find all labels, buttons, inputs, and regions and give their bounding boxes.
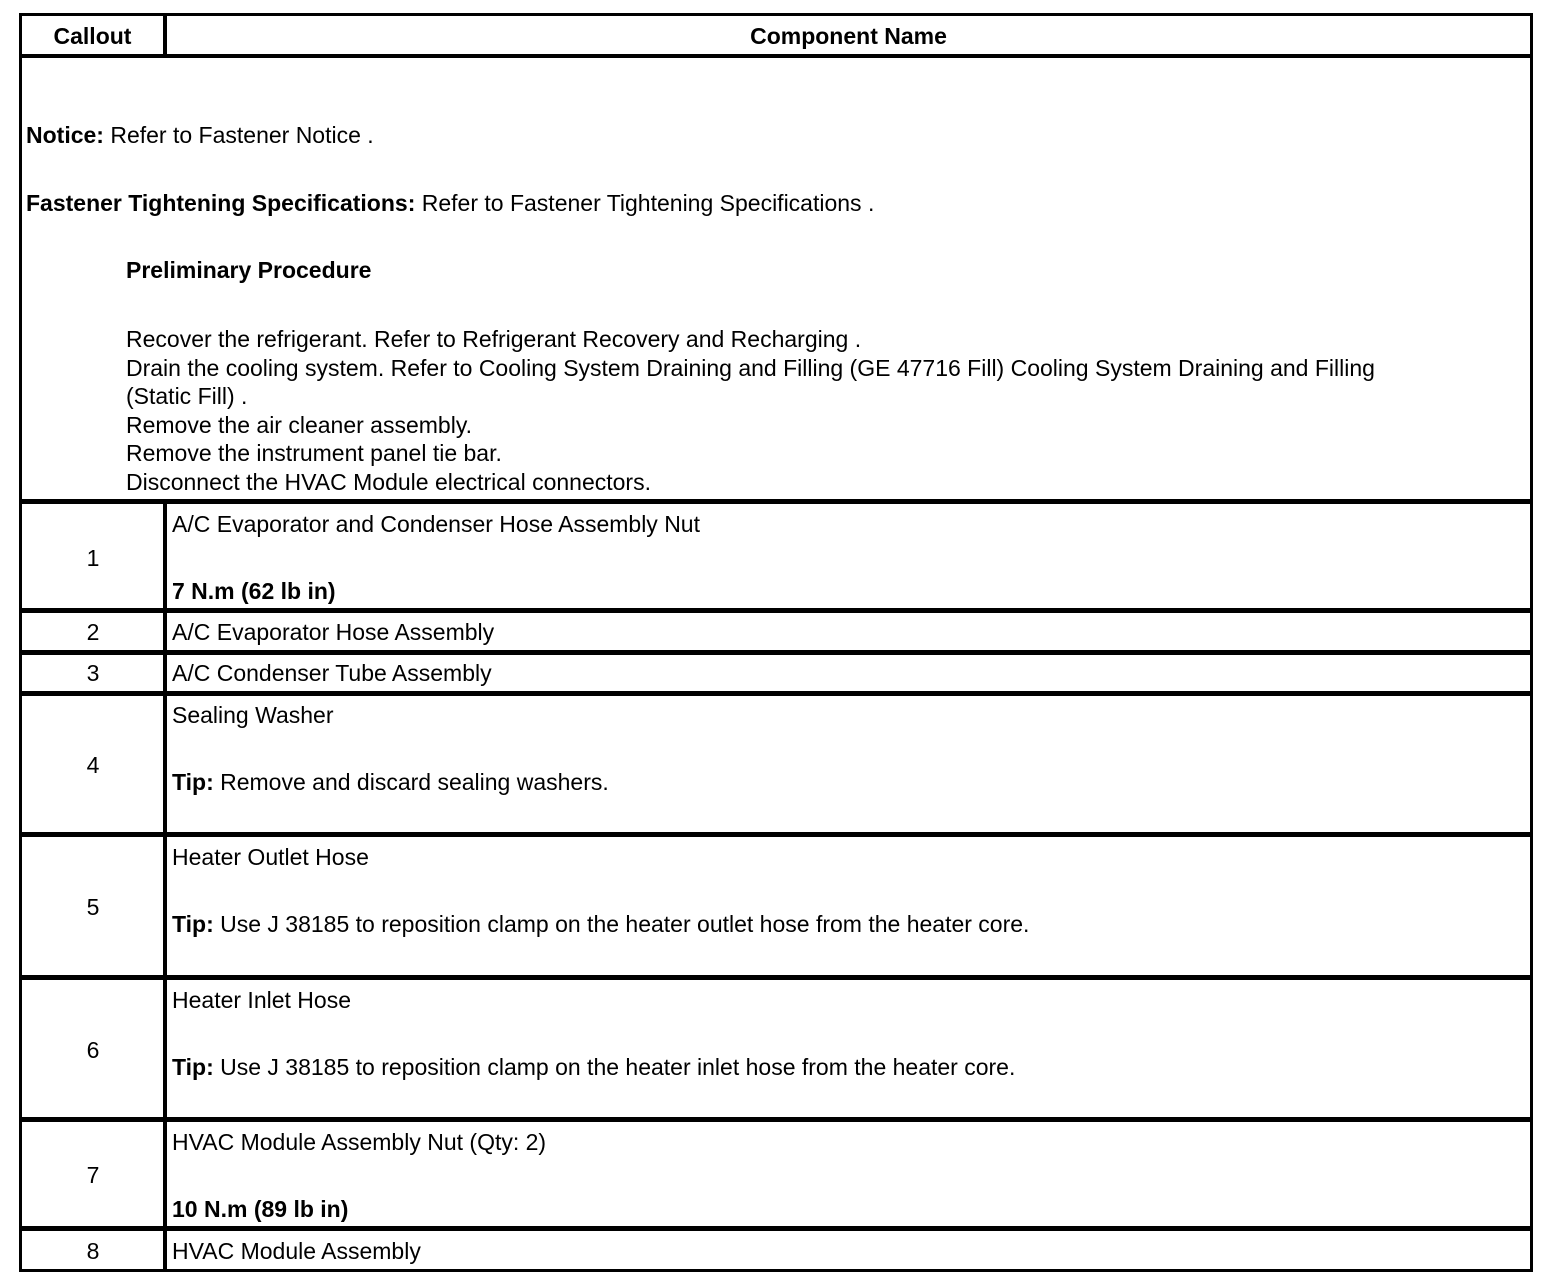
callout-number: 4 xyxy=(86,752,100,778)
notice-label: Notice: xyxy=(26,122,104,148)
procedure-step: Recover the refrigerant. Refer to Refrigerant Recovery and Recharging . xyxy=(126,326,862,352)
component-name: Heater Inlet Hose xyxy=(172,987,351,1013)
spec-line xyxy=(26,192,874,215)
component-name: A/C Evaporator Hose Assembly xyxy=(172,619,495,645)
row-separator xyxy=(19,832,1533,837)
procedure-step: Drain the cooling system. Refer to Cooling System Draining and Filling (GE 47716 Fill) Cooling System Draining and Filling xyxy=(126,355,1375,381)
callout-number: 2 xyxy=(86,619,100,645)
body-column-divider xyxy=(163,502,167,1272)
border-top xyxy=(19,13,1533,16)
preliminary-heading: Preliminary Procedure xyxy=(126,257,372,283)
procedure-step: Remove the air cleaner assembly. xyxy=(126,412,472,438)
callout-number: 5 xyxy=(86,894,100,920)
tip-line xyxy=(172,1056,1015,1079)
callout-number: 6 xyxy=(86,1037,100,1063)
component-name: A/C Condenser Tube Assembly xyxy=(172,660,492,686)
tip-line xyxy=(172,913,1029,936)
header-separator xyxy=(19,54,1533,58)
border-bottom xyxy=(19,1269,1533,1272)
torque-spec: 10 N.m (89 lb in) xyxy=(172,1196,349,1222)
header-callout: Callout xyxy=(53,23,132,49)
tip-text: Remove and discard sealing washers. xyxy=(213,769,609,795)
component-name: HVAC Module Assembly xyxy=(172,1238,421,1264)
component-name: Sealing Washer xyxy=(172,702,334,728)
notice-line xyxy=(26,124,374,147)
row-separator xyxy=(19,1226,1533,1231)
component-name: A/C Evaporator and Condenser Hose Assembly Nut xyxy=(172,511,700,537)
spec-text: Refer to Fastener Tightening Specifications . xyxy=(415,190,875,216)
row-separator xyxy=(19,650,1533,655)
border-right xyxy=(1530,13,1533,1272)
component-name: HVAC Module Assembly Nut (Qty: 2) xyxy=(172,1129,547,1155)
row-separator xyxy=(19,1117,1533,1122)
row-separator xyxy=(19,691,1533,696)
callout-number: 7 xyxy=(86,1162,100,1188)
tip-label: Tip: xyxy=(172,911,214,937)
torque-spec: 7 N.m (62 lb in) xyxy=(172,578,336,604)
notice-text: Refer to Fastener Notice . xyxy=(103,122,374,148)
tip-label: Tip: xyxy=(172,769,214,795)
row-separator xyxy=(19,975,1533,980)
component-name: Heater Outlet Hose xyxy=(172,844,369,870)
procedure-step-continuation: (Static Fill) . xyxy=(126,383,248,409)
procedure-step: Disconnect the HVAC Module electrical connectors. xyxy=(126,469,651,495)
spec-label: Fastener Tightening Specifications: xyxy=(26,190,416,216)
header-component-name: Component Name xyxy=(750,23,947,49)
tip-text: Use J 38185 to reposition clamp on the heater inlet hose from the heater core. xyxy=(213,1054,1016,1080)
intro-separator xyxy=(19,499,1533,504)
tip-line xyxy=(172,771,609,794)
procedure-step: Remove the instrument panel tie bar. xyxy=(126,440,502,466)
tip-text: Use J 38185 to reposition clamp on the heater outlet hose from the heater core. xyxy=(213,911,1030,937)
callout-number: 1 xyxy=(86,545,100,571)
callout-number: 8 xyxy=(86,1238,100,1264)
row-separator xyxy=(19,608,1533,613)
tip-label: Tip: xyxy=(172,1054,214,1080)
callout-number: 3 xyxy=(86,660,100,686)
